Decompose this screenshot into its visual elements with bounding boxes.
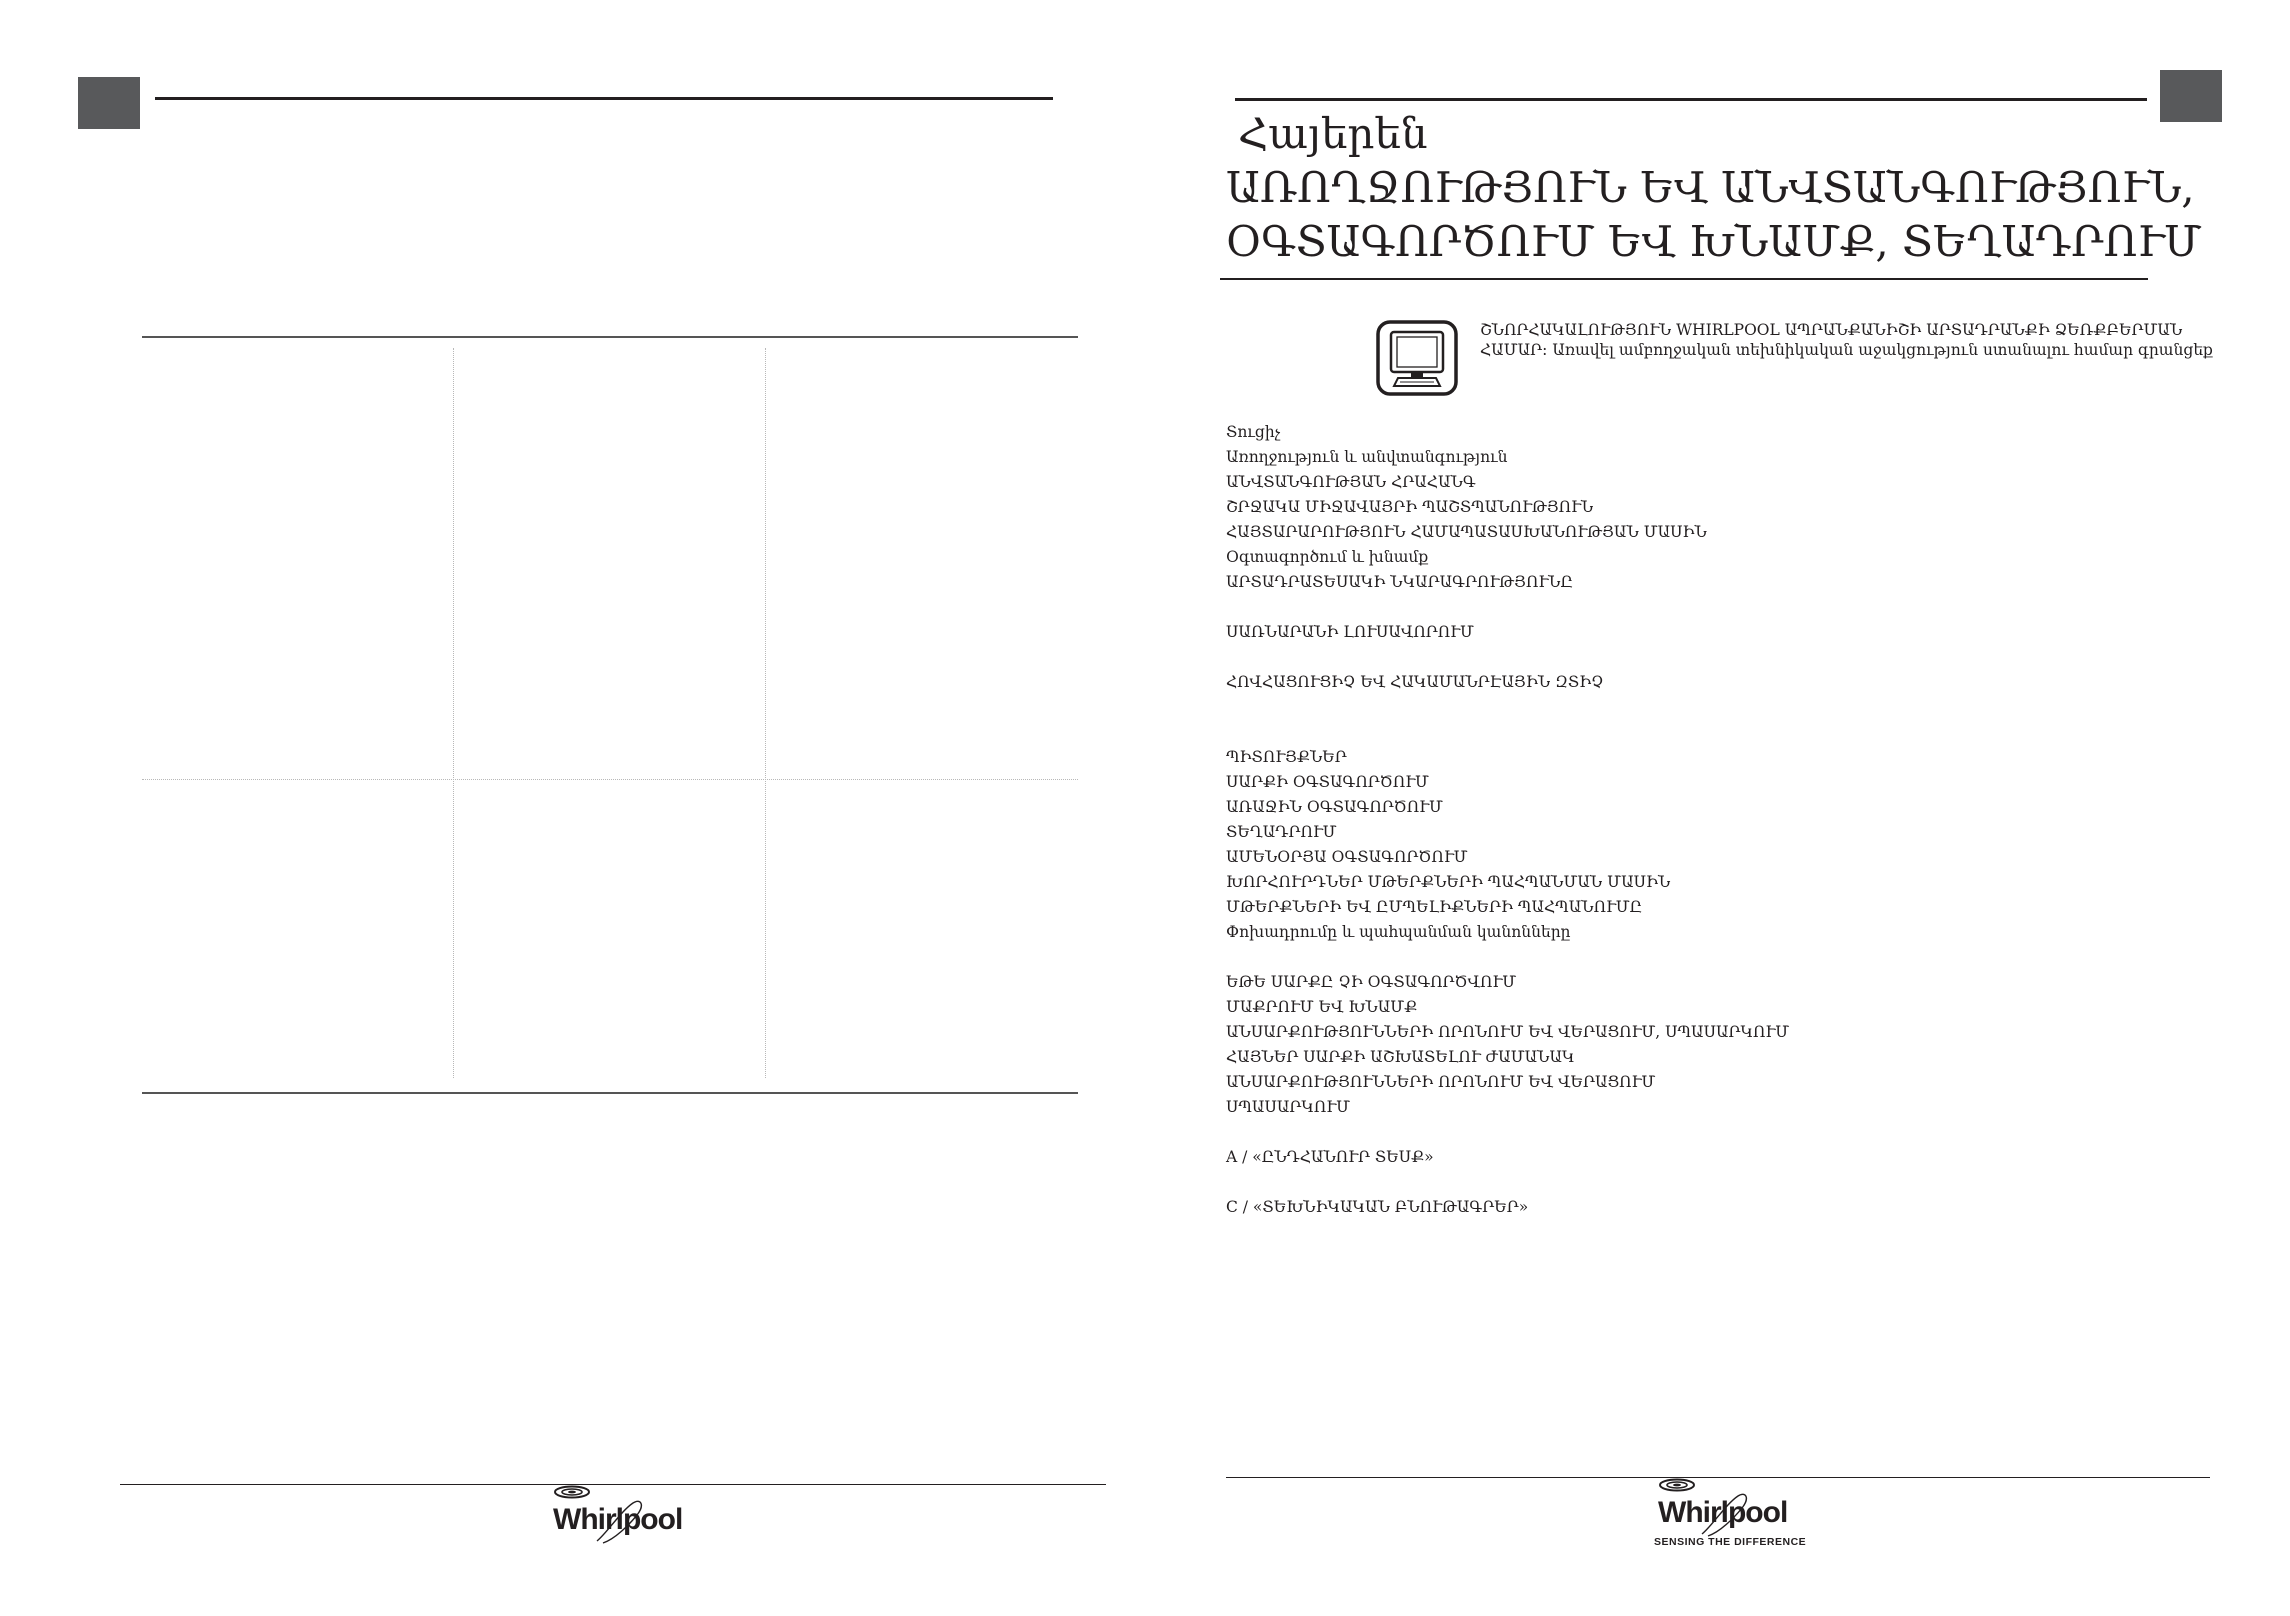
toc-item[interactable]: ՇՐՋԱԿԱ ՄԻՋԱՎԱՅՐԻ ՊԱՇՏՊԱՆՈՒԹՅՈՒՆ: [1226, 498, 1594, 516]
whirlpool-logo-left: [545, 1483, 685, 1547]
toc-item[interactable]: ՍՊԱՍԱՐԿՈՒՄ: [1226, 1098, 1350, 1116]
toc-item[interactable]: ՊԻՏՈՒՅՔՆԵՐ: [1226, 748, 1347, 766]
computer-monitor-icon: [1376, 320, 1458, 396]
page-marker-square-right: [2160, 70, 2222, 122]
toc-item[interactable]: ԽՈՐՀՈՒՐԴՆԵՐ ՄԹԵՐՔՆԵՐԻ ՊԱՀՊԱՆՄԱՆ ՄԱՍԻՆ: [1226, 873, 1671, 891]
toc-item[interactable]: Փոխադրումը և պահպանման կանոնները: [1226, 923, 1571, 941]
left-table-column-divider: [765, 348, 766, 1078]
toc-item[interactable]: ԵԹԵ ՍԱՐՔԸ ՉԻ ՕԳՏԱԳՈՐԾՎՈՒՄ: [1226, 973, 1517, 991]
whirlpool-logo-right: [1650, 1476, 1790, 1540]
brand-wordmark: Whirlpool: [553, 1503, 683, 1536]
toc-item[interactable]: ԱՆՍԱՐՔՈՒԹՅՈՒՆՆԵՐԻ ՈՐՈՆՈՒՄ ԵՎ ՎԵՐԱՑՈՒՄ: [1226, 1073, 1656, 1091]
toc-item[interactable]: C / «ՏԵԽՆԻԿԱԿԱՆ ԲՆՈՒԹԱԳՐԵՐ»: [1226, 1198, 1529, 1216]
toc-item[interactable]: ԱՄԵՆՕՐՅԱ ՕԳՏԱԳՈՐԾՈՒՄ: [1226, 848, 1468, 866]
brand-tagline: SENSING THE DIFFERENCE: [1654, 1536, 1807, 1548]
toc-item[interactable]: ԱՌԱՋԻՆ ՕԳՏԱԳՈՐԾՈՒՄ: [1226, 798, 1443, 816]
toc-item[interactable]: ԱՐՏԱԴՐԱՏԵՍԱԿԻ ՆԿԱՐԱԳՐՈՒԹՅՈՒՆԸ: [1226, 573, 1574, 591]
document-title-line-1: ԱՌՈՂՋՈՒԹՅՈՒՆ ԵՎ ԱՆՎՏԱՆԳՈՒԹՅՈՒՆ,: [1226, 163, 2195, 212]
toc-item[interactable]: ԱՆՎՏԱՆԳՈՒԹՅԱՆ ՀՐԱՀԱՆԳ: [1226, 473, 1476, 491]
right-header-rule: [1235, 98, 2147, 101]
product-registration-text: ՀԱՄԱՐ: Առավել ամբողջական տեխնիկական աջակցություն ստանալու համար գրանցեք: [1480, 341, 2213, 359]
toc-item[interactable]: ՍԱՐՔԻ ՕԳՏԱԳՈՐԾՈՒՄ: [1226, 773, 1429, 791]
toc-item[interactable]: Օգտագործում և խնամք: [1226, 548, 1429, 566]
title-underline-rule: [1220, 278, 2148, 280]
language-heading: Հայերեն: [1238, 109, 1428, 158]
toc-item[interactable]: ՄԹԵՐՔՆԵՐԻ ԵՎ ԸՄՊԵԼԻՔՆԵՐԻ ՊԱՀՊԱՆՈՒՄԸ: [1226, 898, 1643, 916]
document-title-line-2: ՕԳՏԱԳՈՐԾՈՒՄ ԵՎ ԽՆԱՄՔ, ՏԵՂԱԴՐՈՒՄ: [1226, 217, 2202, 266]
toc-item[interactable]: ՀԱՅՆԵՐ ՍԱՐՔԻ ԱՇԽԱՏԵԼՈՒ ԺԱՄԱՆԱԿ: [1226, 1048, 1575, 1066]
left-table-bottom-rule: [142, 1092, 1078, 1094]
toc-item[interactable]: ՀԱՅՏԱՐԱՐՈՒԹՅՈՒՆ ՀԱՄԱՊԱՏԱՍԽԱՆՈՒԹՅԱՆ ՄԱՍԻՆ: [1226, 523, 1707, 541]
toc-item[interactable]: ՄԱՔՐՈՒՄ ԵՎ ԽՆԱՄՔ: [1226, 998, 1418, 1016]
toc-item[interactable]: ԱՆՍԱՐՔՈՒԹՅՈՒՆՆԵՐԻ ՈՐՈՆՈՒՄ ԵՎ ՎԵՐԱՑՈՒՄ, ՍՊԱՍԱՐԿՈՒՄ: [1226, 1023, 1790, 1041]
toc-item[interactable]: A / «ԸՆԴՀԱՆՈՒՐ ՏԵՍՔ»: [1226, 1148, 1434, 1166]
toc-item[interactable]: Տուցիչ: [1226, 423, 1281, 441]
left-header-rule: [155, 97, 1053, 100]
brand-wordmark: Whirlpool: [1658, 1496, 1788, 1529]
toc-item[interactable]: ՍԱՌՆԱՐԱՆԻ ԼՈՒՍԱՎՈՐՈՒՄ: [1226, 623, 1474, 641]
toc-item[interactable]: ՀՈՎՀԱՑՈՒՑԻՉ ԵՎ ՀԱԿԱՄԱՆՐԷԱՅԻՆ ԶՏԻՉ: [1226, 673, 1604, 691]
left-table-column-divider: [453, 348, 454, 1078]
page-marker-square-left: [78, 77, 140, 129]
left-table-middle-rule: [142, 779, 1078, 780]
product-registration-text: ՇՆՈՐՀԱԿԱԼՈՒԹՅՈՒՆ WHIRLPOOL ԱՊՐԱՆՔԱՆԻՇԻ ԱՐՏԱԴՐԱՆՔԻ ՁԵՌՔԲԵՐՄԱՆ: [1480, 321, 2183, 339]
toc-item[interactable]: Առողջություն և անվտանգություն: [1226, 448, 1508, 466]
toc-item[interactable]: ՏԵՂԱԴՐՈՒՄ: [1226, 823, 1337, 841]
left-table-top-rule: [142, 336, 1078, 338]
